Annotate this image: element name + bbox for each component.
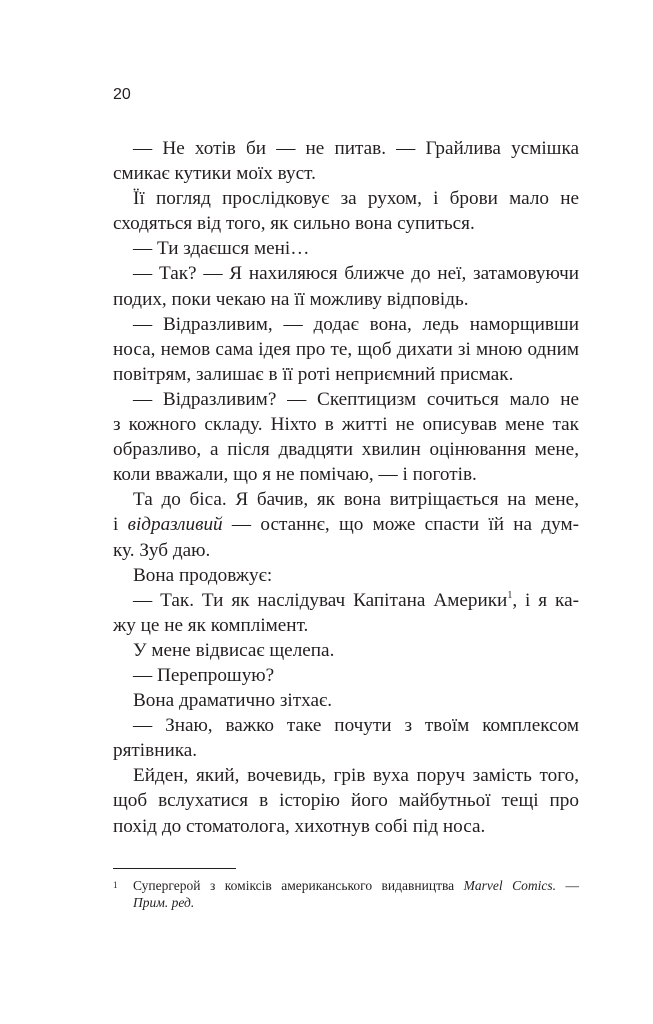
text-line [113, 362, 579, 387]
text-segment: , і я ка- [512, 589, 579, 611]
text-line [113, 387, 579, 412]
footnote-mark: 1 [113, 880, 118, 890]
text-segment: і [113, 514, 128, 536]
text-segment: — Відразливим, — додає вона, ледь наморщивши [133, 313, 579, 335]
italic-text: Прим. ред. [133, 895, 195, 910]
page-number: 20 [113, 86, 131, 103]
text-segment: — Не хотів би — не питав. — Грайлива усмішка [133, 138, 579, 159]
text-segment: образливо, а після двадцяти хвилин оцінювання мене, [113, 439, 579, 461]
text-segment: похід до стоматолога, хихотнув собі під носа. [113, 815, 486, 837]
text-segment: жу це не як комплімент. [113, 614, 309, 636]
text-segment: щоб вслухатися в історію його майбутньої тещі про [113, 790, 579, 812]
text-line [113, 312, 579, 337]
italic-text: відразливий [127, 514, 223, 536]
text-line [113, 563, 579, 588]
text-line [113, 538, 579, 563]
text-segment: повітрям, залишає в її роті неприємний присмак. [113, 363, 514, 385]
text-segment: Вона продовжує: [133, 564, 273, 586]
text-line [113, 186, 579, 211]
text-segment: рятівника. [113, 740, 198, 762]
text-line [113, 161, 579, 186]
footnote-reference: 1 [507, 589, 513, 601]
text-line [113, 763, 579, 788]
text-segment: коли вважали, що я не помічаю, — і поготів. [113, 464, 477, 486]
text-segment: — Перепрошую? [133, 664, 275, 686]
text-segment: — останнє, що може спасти їй на дум- [222, 514, 579, 536]
text-line [113, 437, 579, 462]
text-line [133, 894, 579, 911]
text-segment: носа, немов сама ідея про те, щоб дихати зі мною одним [113, 338, 579, 360]
text-line [113, 638, 579, 663]
text-line [113, 211, 579, 236]
text-line [113, 814, 579, 839]
text-line [113, 337, 579, 362]
text-line [113, 412, 579, 437]
italic-text: Marvel Comics. [463, 878, 557, 893]
text-segment: Супергерой з коміксів американського видавництва [133, 878, 464, 893]
footnote-divider [113, 868, 236, 869]
text-segment: Її погляд прослідковує за рухом, і брови мало не [133, 188, 579, 210]
text-segment: — [556, 878, 580, 893]
text-line [113, 713, 579, 738]
text-segment: Вона драматично зітхає. [133, 690, 333, 712]
text-line [113, 663, 579, 688]
text-line [113, 136, 579, 161]
text-segment: — Знаю, важко таке почути з твоїм комплексом [133, 715, 579, 737]
text-segment: У мене відвисає щелепа. [133, 639, 335, 661]
body-text [113, 136, 579, 839]
text-segment: Та до біса. Я бачив, як вона витріщається на мене, [133, 489, 579, 511]
text-line [113, 462, 579, 487]
text-line [133, 877, 579, 894]
text-segment: смикає кутики моїх вуст. [113, 163, 316, 185]
text-line [113, 512, 579, 537]
text-line [113, 261, 579, 286]
text-segment: сходяться від того, як сильно вона супиться. [113, 213, 475, 235]
text-segment: ку. Зуб даю. [113, 539, 211, 561]
text-line [113, 788, 579, 813]
text-segment: з кожного складу. Ніхто в житті не описував мене так [113, 414, 579, 436]
text-segment: подих, поки чекаю на її можливу відповідь. [113, 288, 469, 310]
text-line [113, 688, 579, 713]
text-line [113, 487, 579, 512]
text-segment: Ейден, який, вочевидь, грів вуха поруч замість того, [133, 765, 579, 787]
text-segment: — Ти здаєшся мені… [133, 238, 310, 260]
text-segment: — Відразливим? — Скептицизм сочиться мало не [133, 388, 579, 410]
text-segment: — Так? — Я нахиляюся ближче до неї, затамовуючи [133, 263, 579, 285]
text-line [113, 588, 579, 613]
text-line [113, 236, 579, 261]
text-line [113, 738, 579, 763]
text-line [113, 287, 579, 312]
text-line [113, 613, 579, 638]
footnote [113, 877, 579, 911]
text-segment: — Так. Ти як наслідувач Капітана Америки [133, 589, 508, 611]
